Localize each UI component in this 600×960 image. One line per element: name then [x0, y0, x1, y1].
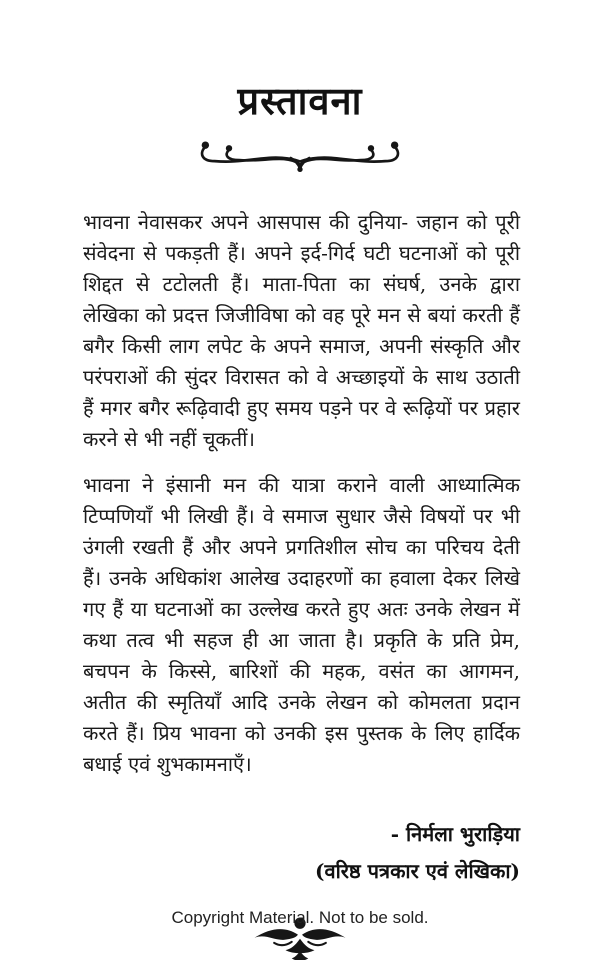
- copyright-notice: Copyright Material. Not to be sold.: [171, 908, 429, 927]
- calligraphic-divider-icon: [0, 133, 600, 183]
- author-role: (वरिष्ठ पत्रकार एवं लेखिका): [314, 859, 520, 884]
- paragraph-1: भावना नेवासकर अपने आसपास की दुनिया- जहान को पूरी संवेदना से पकड़ती हैं। अपने इर्द-गिर्द घटी घटनाओं को पूरी शिद्दत से टटोलती हैं। माता-पिता का संघर्ष, उनके द्वारा लेखिका को प्रदत्त जिजीविषा को वह पूरे मन से बयां करती हैं बगैर किसी लाग लपेट के अपने समाज, अपनी संस्कृति और परंपराओं की सुंदर विरासत को वे अच्छाइयों के साथ उठाती हैं मगर बगैर रूढ़िवादी हुए समय पड़ने पर वे रूढ़ियों पर प्रहार करने से भी नहीं चूकतीं।: [83, 210, 520, 452]
- preface-body: [83, 207, 520, 780]
- author-name: - निर्मला भुराड़िया: [390, 822, 520, 847]
- paragraph-2: भावना ने इंसानी मन की यात्रा कराने वाली आध्यात्मिक टिप्पणियाँ भी लिखी हैं। वे समाज सुधार जैसे विषयों पर भी उंगली रखती हैं और अपने प्रगतिशील सोच का परिचय देती हैं। उनके अधिकांश आलेख उदाहरणों का हवाला देकर लिखे गए हैं या घटनाओं का उल्लेख करते हुए अतः उनके लेखन में कथा तत्व भी सहज ही आ जाता है। प्रकृति के प्रति प्रेम, बचपन के किस्से, बारिशों की महक, वसंत का आगमन, अतीत की स्मृतियाँ आदि उनके लेखन को कोमलता प्रदान करते हैं। प्रिय भावना को उनकी इस पुस्तक के लिए हार्दिक बधाई एवं शुभकामनाएँ।: [83, 473, 520, 777]
- page-title: प्रस्तावना: [237, 78, 363, 123]
- signature-block: [0, 816, 520, 890]
